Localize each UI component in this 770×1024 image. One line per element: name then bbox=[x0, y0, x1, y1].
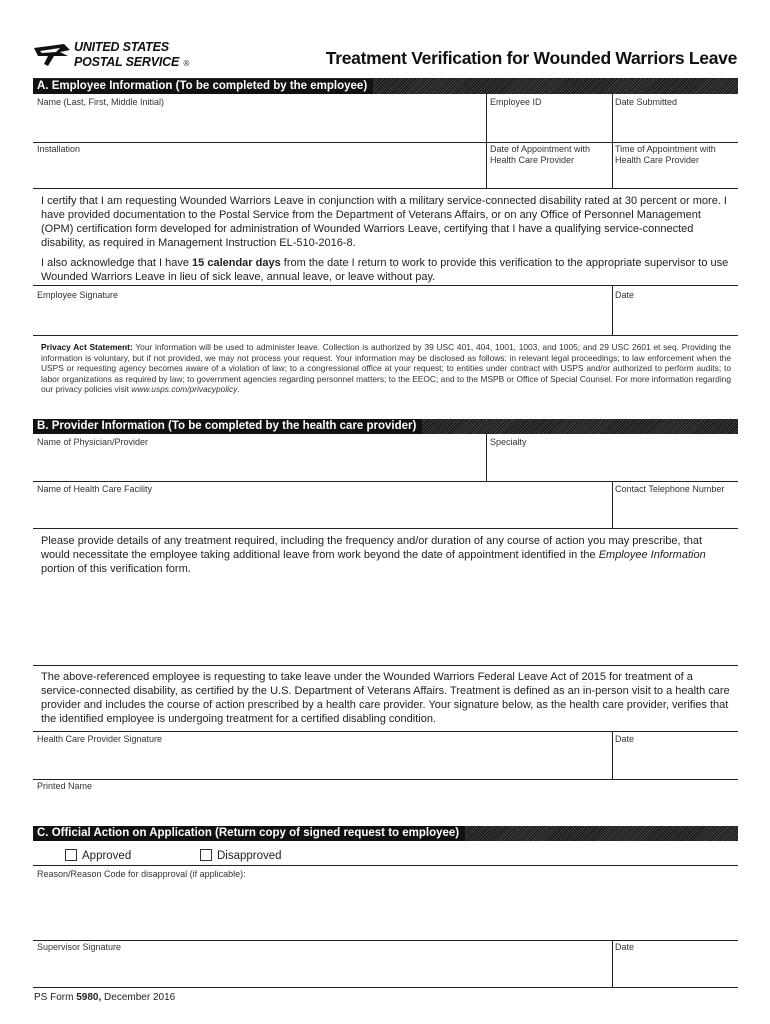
form-date: December 2016 bbox=[101, 992, 176, 1003]
provider-signature-field[interactable] bbox=[33, 732, 611, 778]
supervisor-signature-label: Supervisor Signature bbox=[37, 942, 122, 952]
appointment-time-label-line2: Health Care Provider bbox=[615, 155, 700, 165]
employee-date-label: Date bbox=[615, 290, 635, 300]
certification-text: I certify that I am requesting Wounded Warriors Leave in conjunction with a military service-connected disability rated at 30 percent or more. I have provided documentation to the Postal Service from the Department of Veterans Affairs, or on any Office of Personnel Management (OPM) certification form developed for administration of Wounded Warriors Leave, certifying that I have a qualifying service-connected disability, as required in Management Instruction EL-510-2016-8. bbox=[41, 195, 727, 249]
provider-verification-text: The above-referenced employee is requesting to take leave under the Wounded Warriors Federal Leave Act of 2015 for treatment of a service-connected disability, as certified by the U.S. Department of Veterans Affairs. Treatment is defined as an in-person visit to a health care provider and includes the course of action prescribed by a health care provider. Your signature below, as the health care provider, verifies that the identified employee is undergoing treatment for a certified disabling condition. bbox=[41, 671, 730, 725]
section-c-header bbox=[33, 826, 738, 841]
supervisor-date-label: Date bbox=[615, 942, 635, 952]
appointment-date-label-line1: Date of Appointment with bbox=[490, 144, 591, 154]
privacy-act-body: Your information will be used to administer leave. Collection is authorized by 39 USC 401, 404, 1001, 1003, and 1005; and 29 USC 2601 et seq. Providing the information is voluntary, but if not provided, we may not process your request. Your information may be disclosed as follows: in relevant legal proceedings; to law enforcement when the USPS or requesting agency becomes aware of a violation of law; to a congressional office at your request; to entities under contract with USPS and/or authorized to perform audits; to labor organizations as required by law; to government agencies regarding personnel matters; to the EEOC; and to the MSPB or Office of Special Counsel. For more information regarding our privacy policies visit bbox=[41, 342, 731, 394]
disapproved-checkbox[interactable] bbox=[200, 849, 212, 861]
provider-signature-date-field[interactable] bbox=[613, 732, 738, 778]
facility-name-field[interactable] bbox=[33, 482, 611, 528]
section-a-header bbox=[33, 79, 738, 94]
section-c-title: C. Official Action on Application (Return copy of signed request to employee) bbox=[37, 826, 465, 841]
specialty-label: Specialty bbox=[490, 437, 527, 447]
printed-name-label: Printed Name bbox=[37, 781, 93, 791]
appointment-time-label bbox=[615, 144, 716, 166]
privacy-act-heading: Privacy Act Statement: bbox=[41, 342, 133, 352]
appointment-date-field[interactable] bbox=[487, 166, 611, 188]
privacy-policy-link[interactable]: www.usps.com/privacypolicy bbox=[131, 384, 238, 394]
supervisor-signature-date-field[interactable] bbox=[613, 941, 738, 986]
disapproved-label: Disapproved bbox=[217, 850, 282, 862]
acknowledgement-deadline: 15 calendar days bbox=[192, 257, 281, 269]
treatment-details-field[interactable] bbox=[33, 580, 738, 664]
usps-logo bbox=[34, 40, 190, 70]
employee-signature-label: Employee Signature bbox=[37, 290, 119, 300]
specialty-field[interactable] bbox=[487, 435, 738, 481]
logo-line-2: POSTAL SERVICE bbox=[74, 55, 180, 69]
form-title: Treatment Verification for Wounded Warriors Leave bbox=[325, 48, 737, 68]
appointment-time-label-line1: Time of Appointment with bbox=[615, 144, 716, 154]
acknowledgement-text bbox=[41, 256, 733, 284]
provider-signature-label: Health Care Provider Signature bbox=[37, 734, 163, 744]
eagle-logo-icon bbox=[34, 42, 70, 68]
approved-label: Approved bbox=[82, 850, 132, 862]
logo-registered-mark: ® bbox=[183, 59, 190, 68]
approved-checkbox[interactable] bbox=[65, 849, 77, 861]
physician-name-field[interactable] bbox=[33, 435, 485, 481]
section-b-title: B. Provider Information (To be completed by the health care provider) bbox=[37, 419, 422, 434]
date-submitted-label: Date Submitted bbox=[615, 97, 678, 107]
physician-name-label: Name of Physician/Provider bbox=[37, 437, 149, 447]
installation-field[interactable] bbox=[33, 143, 485, 188]
employee-signature-date-field[interactable] bbox=[613, 286, 738, 334]
form-prefix: PS Form bbox=[34, 992, 77, 1003]
employee-id-label: Employee ID bbox=[490, 97, 542, 107]
appointment-time-field[interactable] bbox=[613, 166, 738, 188]
treatment-details-text-end: portion of this verification form. bbox=[41, 563, 191, 575]
treatment-details-text-start: Please provide details of any treatment required, including the frequency and/or duration of any course of action you may prescribe, that would necessitate the employee taking additional leave from work beyond the date of appointment identified in the bbox=[41, 535, 702, 561]
employee-name-label: Name (Last, First, Middle Initial) bbox=[37, 97, 165, 107]
privacy-act-end: . bbox=[237, 384, 240, 394]
section-b-header bbox=[33, 419, 738, 434]
appointment-date-label bbox=[490, 144, 590, 166]
form-footer bbox=[34, 992, 175, 1003]
acknowledgement-text-start: I also acknowledge that I have bbox=[41, 257, 193, 269]
acknowledgement-text-end: from the date I return to work to provide this verification to the appropriate supervisor to use Wounded Warriors Leave in lieu of sick leave, annual leave, or leave without pay. bbox=[41, 257, 729, 283]
disapproval-reason-field[interactable] bbox=[33, 881, 738, 939]
facility-name-label: Name of Health Care Facility bbox=[37, 484, 153, 494]
privacy-act-statement bbox=[41, 342, 731, 395]
logo-line-1: UNITED STATES bbox=[74, 40, 169, 54]
treatment-details-prompt bbox=[41, 534, 733, 576]
supervisor-signature-field[interactable] bbox=[33, 941, 611, 986]
contact-phone-label: Contact Telephone Number bbox=[615, 484, 725, 494]
date-submitted-field[interactable] bbox=[613, 95, 738, 142]
provider-date-label: Date bbox=[615, 734, 635, 744]
appointment-date-label-line2: Health Care Provider bbox=[490, 155, 575, 165]
section-a-title: A. Employee Information (To be completed by the employee) bbox=[37, 79, 373, 94]
printed-name-field[interactable] bbox=[33, 780, 738, 824]
employee-information-reference: Employee Information bbox=[598, 549, 706, 561]
employee-id-field[interactable] bbox=[487, 95, 611, 142]
employee-name-field[interactable] bbox=[33, 95, 485, 142]
contact-phone-field[interactable] bbox=[613, 482, 738, 528]
form-number: 5980, bbox=[76, 992, 102, 1003]
installation-label: Installation bbox=[37, 144, 81, 154]
disapproval-reason-label: Reason/Reason Code for disapproval (if applicable): bbox=[37, 869, 246, 879]
employee-signature-field[interactable] bbox=[33, 286, 611, 334]
